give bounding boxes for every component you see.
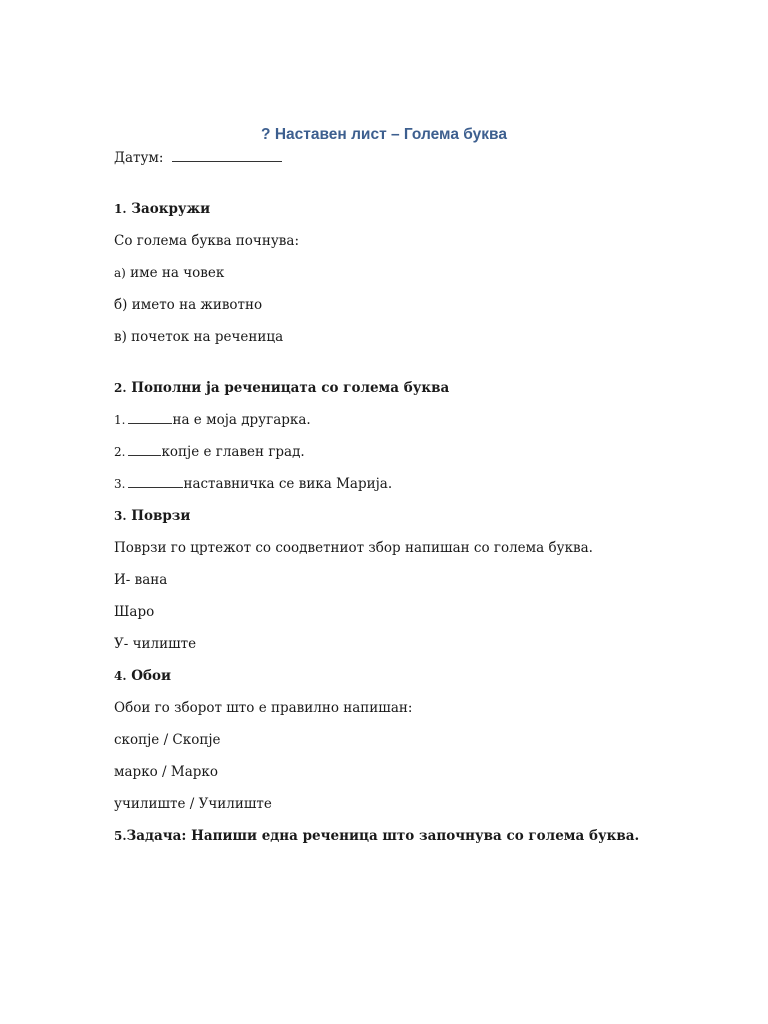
match-item-1: И- вана xyxy=(114,572,168,588)
worksheet-title xyxy=(0,125,768,145)
date-line xyxy=(114,149,282,167)
section-3-prompt: Поврзи го цртежот со соодветниот збор напишан со голема буква. xyxy=(114,540,593,556)
section-4-heading: 4. Обои xyxy=(114,668,172,684)
fill-blank-3 xyxy=(128,475,183,488)
section-2-heading: 2. Пополни ја реченицата со голема буква xyxy=(114,380,450,396)
title-icon: ? xyxy=(261,126,271,143)
option-a: а) име на човек xyxy=(114,265,225,281)
date-label: Датум: xyxy=(114,150,164,166)
section-4-prompt: Обои го зборот што е правилно напишан: xyxy=(114,700,413,716)
fill-blank-2 xyxy=(128,443,161,456)
section-1-prompt: Со голема буква почнува: xyxy=(114,233,299,249)
title-text: Наставен лист – Голема буква xyxy=(274,126,507,143)
section-3-heading: 3. Поврзи xyxy=(114,508,191,524)
fill-item-2: 2. копје е главен град. xyxy=(114,444,305,460)
date-blank xyxy=(172,149,282,162)
section-1-heading: 1. Заокружи xyxy=(114,201,211,217)
task-label: Задача xyxy=(126,828,182,844)
task-line: 5.Задача: Напиши една реченица што започнува со голема буква. xyxy=(114,828,640,844)
option-c: в) почеток на реченица xyxy=(114,329,284,345)
match-item-3: У- чилиште xyxy=(114,636,197,652)
color-pair-2: марко / Марко xyxy=(114,764,218,780)
option-b: б) името на животно xyxy=(114,297,263,313)
fill-blank-1 xyxy=(128,411,172,424)
match-item-2: Шаро xyxy=(114,604,155,620)
color-pair-1: скопје / Скопје xyxy=(114,732,221,748)
fill-item-1: 1. на е моја другарка. xyxy=(114,412,311,428)
task-text: : Напиши една реченица што започнува со голема буква. xyxy=(181,828,640,844)
fill-item-3: 3. наставничка се вика Марија. xyxy=(114,476,393,492)
color-pair-3: училиште / Училиште xyxy=(114,796,272,812)
